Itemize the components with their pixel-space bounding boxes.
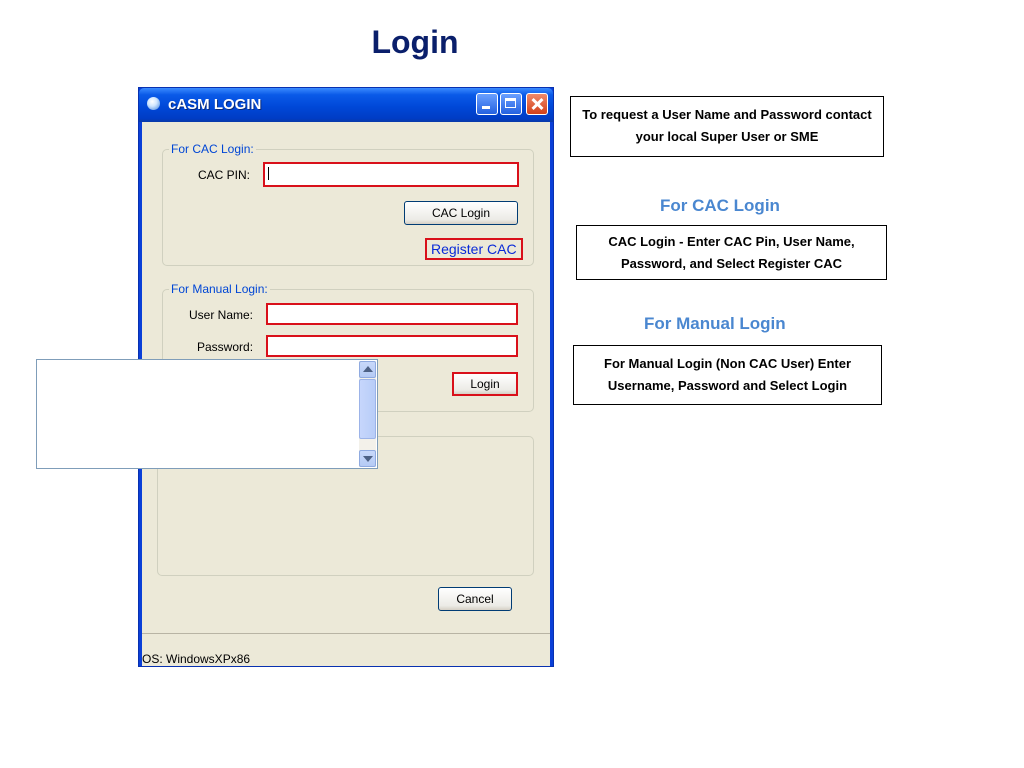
cac-login-note: CAC Login - Enter CAC Pin, User Name, Password, and Select Register CAC bbox=[576, 225, 887, 280]
request-credentials-note: To request a User Name and Password contact your local Super User or SME bbox=[570, 96, 884, 157]
scroll-thumb[interactable] bbox=[359, 379, 376, 439]
os-status-text: OS: WindowsXPx86 bbox=[142, 652, 251, 666]
text-caret bbox=[268, 167, 269, 180]
status-bar bbox=[142, 633, 550, 666]
scroll-up-icon[interactable] bbox=[359, 361, 376, 378]
manual-login-note: For Manual Login (Non CAC User) Enter Username, Password and Select Login bbox=[573, 345, 882, 405]
messages-textarea[interactable] bbox=[36, 359, 378, 469]
maximize-button[interactable] bbox=[500, 93, 522, 115]
messages-scrollbar[interactable] bbox=[359, 361, 376, 467]
close-button[interactable] bbox=[526, 93, 548, 115]
page-title: Login bbox=[371, 24, 459, 60]
username-input[interactable] bbox=[266, 303, 518, 325]
cac-pin-label: CAC PIN: bbox=[198, 168, 251, 182]
cac-login-heading: For CAC Login bbox=[660, 196, 780, 215]
minimize-button[interactable] bbox=[476, 93, 498, 115]
password-input[interactable] bbox=[266, 335, 518, 357]
register-cac-link[interactable]: Register CAC bbox=[425, 238, 523, 260]
cac-pin-input[interactable] bbox=[263, 162, 519, 187]
cac-login-button[interactable]: CAC Login bbox=[404, 201, 518, 225]
app-icon bbox=[147, 97, 160, 110]
scroll-down-icon[interactable] bbox=[359, 450, 376, 467]
username-label: User Name: bbox=[189, 308, 254, 322]
window-title: cASM LOGIN bbox=[168, 96, 262, 113]
window-titlebar[interactable] bbox=[139, 88, 553, 122]
cancel-button[interactable]: Cancel bbox=[438, 587, 512, 611]
manual-login-heading: For Manual Login bbox=[644, 314, 786, 333]
manual-login-legend: For Manual Login: bbox=[171, 282, 268, 296]
login-button[interactable]: Login bbox=[452, 372, 518, 396]
cac-login-legend: For CAC Login: bbox=[171, 142, 254, 156]
password-label: Password: bbox=[197, 340, 254, 354]
